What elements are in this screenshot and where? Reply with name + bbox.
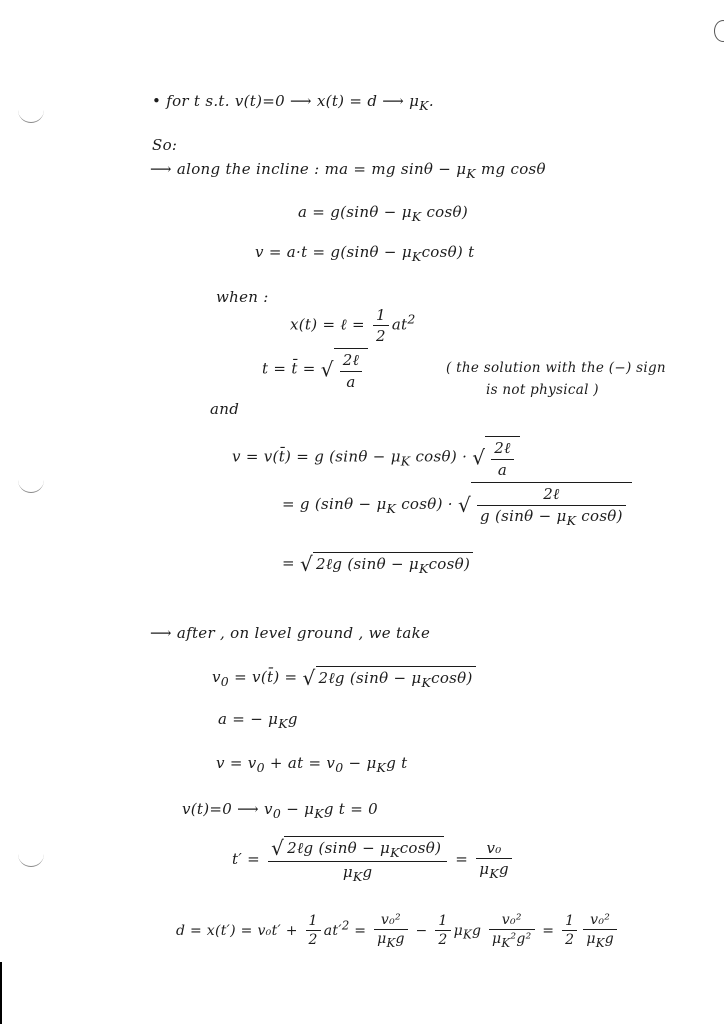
note-line-position: x(t) = ℓ = $\frac{1}{2}$ $at^2$ (290, 306, 416, 345)
sqrt-2l-over-a: √ $\frac{\text{2ℓ}}{a}$ (321, 348, 368, 391)
sqrt-2l-over-a-2: √ $\frac{\text{2ℓ}}{a}$ (472, 436, 519, 479)
sqrt-substituted: √ $\frac{\text{2ℓ}}{g (\sin\theta - \mu_K \cos\theta)}$ (458, 482, 632, 528)
fraction-v0-over-mukg: $\frac{\text{v₀}}{\mu_Kg}$ (476, 839, 512, 881)
fraction-half-3: $\frac{1}{2}$ (435, 913, 450, 948)
note-line-final-velocity: v = v(t̄) = g ($\sin\theta - \mu_K$ cosθ) · √ $\frac{\text{2ℓ}}{a}$ (232, 436, 520, 479)
note-line-initial-velocity: $v_0$ = v(t̄) = √ 2ℓg $(\sin\theta - \mu_K\cos\theta)$ (212, 666, 476, 690)
note-line-simplified: = √ 2ℓg $(\sin\theta - \mu_K\cos\theta)$ (282, 552, 473, 576)
fraction-v0sq-over-mu2g2: $\frac{\text{v₀²}}{\mu_K^2g^2}$ (489, 912, 535, 950)
sqrt-simplified: √ 2ℓg $(\sin\theta - \mu_K\cos\theta)$ (300, 552, 473, 576)
note-line-deceleration: a = − $\mu_Kg$ (218, 710, 298, 731)
note-line-stop-condition: v(t)=0 ⟶ $v_0 - \mu_Kg$ t = 0 (182, 800, 378, 821)
binder-edge (0, 962, 2, 1024)
note-physical-remark-2: is not physical ) (486, 382, 599, 398)
note-physical-remark-1: ( the solution with the (−) sign (446, 360, 666, 376)
punch-hole-bottom (18, 852, 44, 867)
punch-hole-middle (18, 478, 44, 493)
note-line-incline-force: ⟶ along the incline : ma = mg $\sin\theta - \mu_K$ mg cosθ (150, 160, 546, 181)
note-line-distance: d = x(t′) = v₀t′ + $\frac{1}{2}$ $at'^2$ = $\frac{\text{v₀²}}{\mu_Kg}$ − $\frac{1}{2}$ $\mu_Kg$ $\frac{\text{v₀²}}{\mu_K^2g^2}$ = $\frac{1}{2}$ $\frac{\text{v₀²}}{\mu_Kg}$ (176, 912, 620, 950)
note-line-ground-velocity: $v = v_0$ + at = $v_0 - \mu_Kg$ t (216, 754, 408, 775)
note-line-so: So: (152, 136, 178, 154)
note-line-substituted: = g ($\sin\theta - \mu_K$ cosθ) · √ $\frac{\text{2ℓ}}{g (\sin\theta - \mu_K \cos\theta)}$ (282, 482, 632, 528)
sqrt-initial-velocity: √ 2ℓg $(\sin\theta - \mu_K\cos\theta)$ (302, 666, 475, 690)
fraction-v0sq-over-mukg: $\frac{\text{v₀²}}{\mu_Kg}$ (374, 912, 408, 950)
note-line-condition: • for t s.t. v(t)=0 ⟶ x(t) = d ⟶ $\mu_K$. (152, 92, 434, 113)
note-line-and: and (210, 400, 240, 418)
note-line-when: when : (216, 288, 269, 306)
fraction-stop-time: $\frac{√ 2\ell g (\sin\theta - \mu_K\cos\theta)}{\mu_Kg}$ (268, 836, 447, 884)
fraction-result: $\frac{\text{v₀²}}{\mu_Kg}$ (583, 912, 617, 950)
fraction-half-2: $\frac{1}{2}$ (306, 913, 321, 948)
note-line-level-ground: ⟶ after , on level ground , we take (150, 624, 431, 642)
note-line-acceleration: $a = g(\sin\theta - \mu_K$ cosθ) (298, 203, 468, 224)
fraction-half: $\frac{1}{2}$ (373, 306, 389, 345)
note-line-time: t = t̄ = √ $\frac{\text{2ℓ}}{a}$ (262, 348, 368, 391)
note-line-velocity: $v = a\cdot t = g(\sin\theta - \mu_K\cos\theta)$ t (255, 243, 475, 264)
page-corner-mark (714, 20, 724, 42)
fraction-half-4: $\frac{1}{2}$ (562, 913, 577, 948)
punch-hole-top (18, 108, 44, 123)
note-line-stop-time: t′ = $\frac{√ 2\ell g (\sin\theta - \mu_K\cos\theta)}{\mu_Kg}$ = $\frac{\text{v₀}}{\mu_Kg}$ (232, 836, 515, 884)
